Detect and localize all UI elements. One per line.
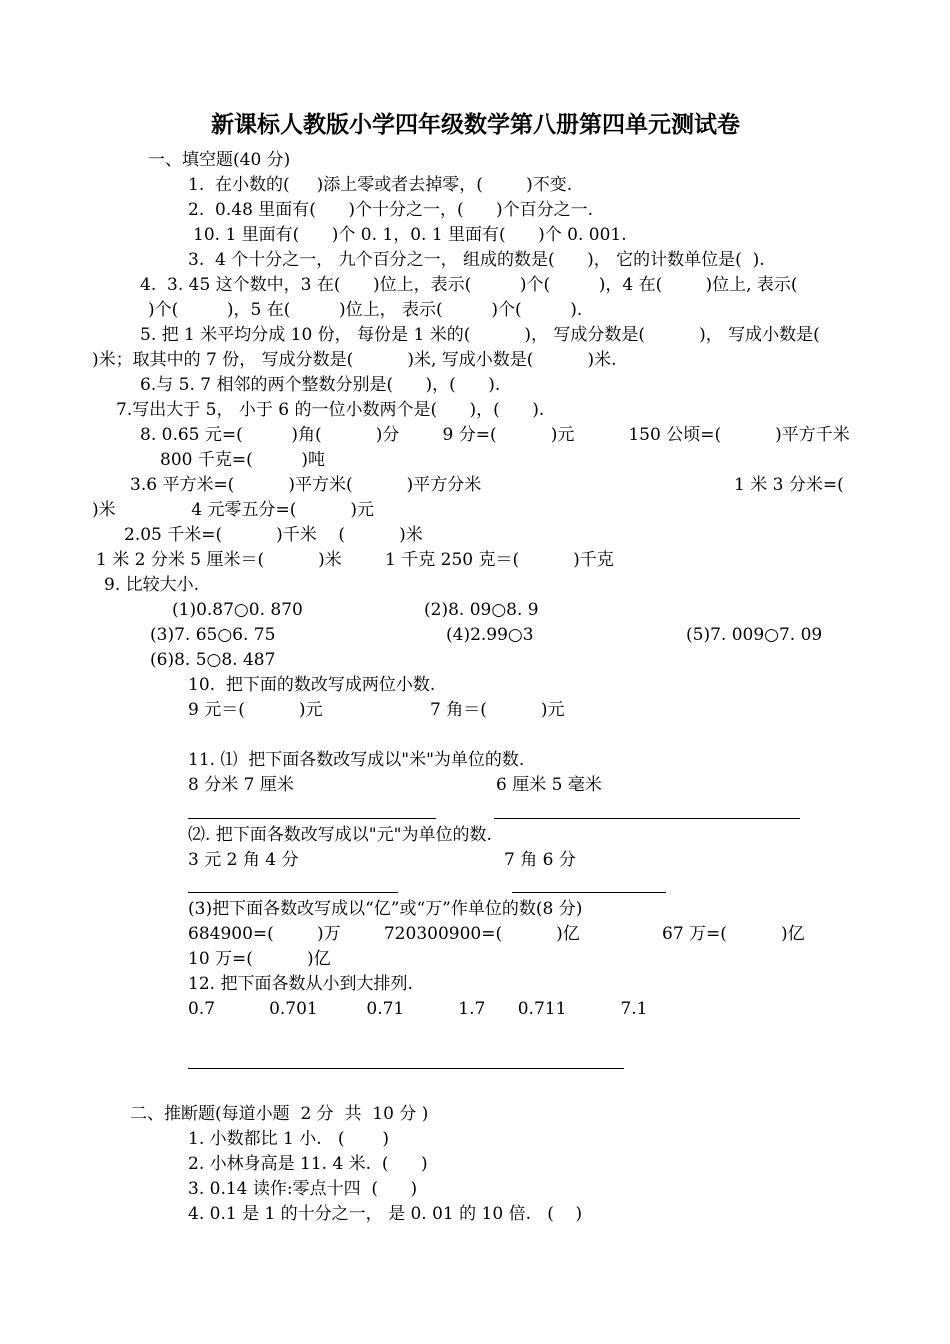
question-8d: )米 4 元零五分=( )元	[92, 500, 375, 520]
question-8f: 1 米 2 分米 5 厘米＝( )米 1 千克 250 克＝( )千克	[96, 550, 614, 570]
question-11-3a: 684900=( )万 720300900=( )亿	[188, 924, 580, 944]
judge-3: 3. 0.14 读作:零点十四 ( )	[188, 1179, 418, 1199]
judge-4: 4. 0.1 是 1 的十分之一， 是 0. 01 的 10 倍. ( )	[188, 1204, 583, 1224]
question-6: 6.与 5. 7 相邻的两个整数分别是( )，( ).	[140, 375, 501, 395]
judge-2: 2. 小林身高是 11. 4 米. ( )	[188, 1154, 428, 1174]
compare-6: (6)8. 5○8. 487	[150, 650, 276, 670]
question-4b: )个( )，5 在( )位上， 表示( )个( ).	[148, 300, 583, 320]
question-12-numbers: 0.7 0.701 0.71 1.7 0.711 7.1	[188, 999, 648, 1019]
section-1-heading: 一、填空题(40 分)	[148, 150, 291, 170]
question-8a: 8. 0.65 元=( )角( )分 9 分=( )元 150 公顷=( )平方千米	[140, 425, 850, 445]
question-11-3c: 10 万=( )亿	[188, 949, 331, 969]
question-5b: )米；取其中的 7 份， 写成分数是( )米, 写成小数是( )米.	[92, 350, 617, 370]
question-11-2b: 7 角 6 分	[504, 850, 576, 870]
question-11-2a: 3 元 2 角 4 分	[188, 850, 299, 870]
question-11-3b: 67 万=( )亿	[662, 924, 805, 944]
answer-line	[512, 892, 666, 893]
question-11-1a: 8 分米 7 厘米	[188, 775, 294, 795]
question-2a: 2. 0.48 里面有( )个十分之一，( )个百分之一.	[188, 200, 594, 220]
question-11-1b: 6 厘米 5 毫米	[496, 775, 602, 795]
question-11-3: (3)把下面各数改写成以“亿”或“万”作单位的数(8 分)	[188, 899, 583, 919]
question-8b: 800 千克=( )吨	[160, 450, 325, 470]
question-5a: 5. 把 1 米平均分成 10 份， 每份是 1 米的( )， 写成分数是( )， 写成小数是(	[140, 325, 820, 345]
question-10: 10. 把下面的数改写成两位小数.	[188, 675, 436, 695]
question-8c: 3.6 平方米=( )平方米( )平方分米	[130, 475, 482, 495]
question-1: 1. 在小数的( )添上零或者去掉零，( )不变.	[188, 175, 573, 195]
answer-line	[188, 892, 398, 893]
question-3: 3. 4 个十分之一， 九个百分之一， 组成的数是( )， 它的计数单位是( ).	[188, 250, 765, 270]
question-8c-right: 1 米 3 分米=(	[734, 475, 844, 495]
question-11-1: 11. ⑴ 把下面各数改写成以"米"为单位的数.	[188, 750, 525, 770]
compare-4: (4)2.99○3	[446, 625, 534, 645]
compare-3: (3)7. 65○6. 75	[150, 625, 276, 645]
page-title: 新课标人教版小学四年级数学第八册第四单元测试卷	[211, 111, 740, 138]
answer-line	[188, 1068, 624, 1069]
answer-line	[494, 818, 800, 819]
section-2-heading: 二、推断题(每道小题 2 分 共 10 分 )	[130, 1104, 429, 1124]
question-2b: 10. 1 里面有( )个 0. 1，0. 1 里面有( )个 0. 001.	[193, 225, 627, 245]
question-11-2: ⑵. 把下面各数改写成以"元"为单位的数.	[188, 825, 492, 845]
judge-1: 1. 小数都比 1 小. ( )	[188, 1129, 389, 1149]
question-8e: 2.05 千米=( )千米 ( )米	[124, 525, 423, 545]
answer-line	[188, 818, 436, 819]
compare-2: (2)8. 09○8. 9	[424, 600, 539, 620]
question-9: 9. 比较大小.	[104, 575, 200, 595]
compare-1: (1)0.87○0. 870	[172, 600, 303, 620]
question-4a: 4. 3. 45 这个数中，3 在( )位上，表示( )个( )，4 在( )位上, 表示(	[140, 275, 798, 295]
question-10b: 7 角＝( )元	[430, 700, 565, 720]
question-10a: 9 元＝( )元	[188, 700, 323, 720]
question-7: 7.写出大于 5， 小于 6 的一位小数两个是( )，( ).	[116, 400, 545, 420]
question-12: 12. 把下面各数从小到大排列.	[188, 974, 413, 994]
compare-5: (5)7. 009○7. 09	[686, 625, 823, 645]
